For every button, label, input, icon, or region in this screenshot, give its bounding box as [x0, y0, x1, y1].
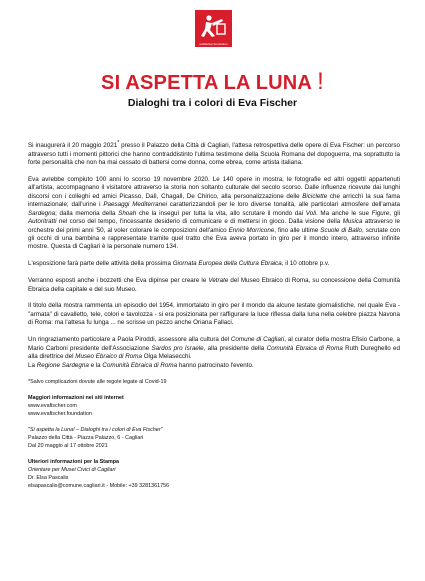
covid-footnote: *Salvo complicazioni dovute alle regole legate al Covid-19 — [28, 379, 167, 386]
event-venue: Palazzo della Città - Piazza Palazzo, 6 - Cagliari — [28, 434, 144, 441]
text: L'esposizione farà parte delle attività della prossima — [28, 260, 173, 268]
event-title: "Si aspetta la Luna! – Dialoghi tra i colori di Eva Fischer" — [28, 426, 163, 433]
press-block — [28, 459, 400, 491]
press-release-body — [28, 139, 400, 491]
italic-text: Figure — [371, 209, 390, 217]
italic-text: Scuole di Ballo — [320, 226, 363, 234]
website-link-com[interactable]: www.evafischer.com — [28, 403, 77, 410]
logo-caption: evafischer.foundation — [199, 42, 228, 46]
text: che la inseguì per tutta la vita, allo scrutare il mondo dai — [136, 209, 306, 217]
press-heading: Ulteriori informazioni per la Stampa — [28, 458, 120, 465]
text: Si inaugurerà il 20 maggio 2021 — [28, 142, 118, 150]
italic-text: Comune di Cagliari — [230, 336, 285, 344]
info-block — [28, 395, 400, 450]
press-organization: Orientare per Musei Civici di Cagliari — [28, 466, 116, 473]
text: . Ma anche le sue — [316, 209, 372, 217]
italic-text: Sardos pro Israele — [151, 344, 204, 352]
page-subtitle: Dialoghi tra i colori di Eva Fischer — [127, 97, 298, 109]
text: , fino alle ultime — [274, 226, 321, 234]
text: nel corso del tempo, l'incessante desiderio di comunicare e di mettersi in gioco. Dalla visione della — [56, 218, 343, 226]
paragraph-jewish-culture-day — [28, 260, 400, 268]
text: del Museo Ebraico di Roma, su concessione della Comunità Ebraica della capitale e del suo Museo. — [28, 277, 400, 293]
paragraph-sketches — [28, 277, 400, 294]
eva-fischer-logo — [195, 10, 232, 47]
text: caratterizzandoli per le loro diverse tonalità, alle particolari atmosfere dell'amata — [166, 201, 400, 209]
text: Olga Melasecchi. — [141, 353, 192, 361]
press-contact-name: Dr. Elsa Pascalis — [28, 474, 69, 481]
italic-text: Giornata Europea della Cultura Ebraica — [172, 260, 282, 268]
text: , il 10 ottobre p.v. — [281, 260, 330, 268]
text: che arricchì la sua fama internazionale; dall'urine i — [28, 192, 400, 209]
text: Un ringraziamento particolare a Paola Piroddi, assessore alla cultura del — [28, 336, 231, 344]
paragraph-title-origin: Il titolo della mostra rammenta un episodio del 1954, immortalato in giro per il mondo da alcune testate giornalistiche, nel quale Eva - "armata" di cavalletto, tele, colori e tavolozza - si era posizionata per raffigurare la luce riflessa dalla luna nella celebre piazza Navona di Roma: ma l'attesa fu lunga ... ne scrisse un pezzo anche Oriana Fallaci. — [28, 302, 400, 327]
italic-text: Comunità Ebraica di Roma — [266, 344, 343, 352]
text: hanno patrocinato l'evento. — [177, 361, 254, 369]
text: La — [28, 361, 37, 369]
page-title — [0, 68, 425, 96]
italic-text: Comunità Ebraica di Roma — [102, 361, 178, 369]
italic-text: Regione Sardegna — [36, 361, 89, 369]
italic-text: Biciclette — [302, 192, 328, 200]
text: , gli — [389, 209, 400, 217]
italic-text: Voli — [305, 209, 316, 217]
text: e la — [88, 361, 103, 369]
text: , alla presidente della — [203, 344, 267, 352]
info-heading: Maggiori informazioni nei siti internet — [28, 395, 124, 402]
text: attraverso le orchestre dei primi anni '50, al voler colorare le composizioni dell'amico — [28, 218, 400, 234]
text: ; dalla memoria della — [55, 209, 119, 217]
title-exclamation: ! — [317, 68, 324, 95]
italic-text: Ennio Morricone — [228, 226, 275, 234]
italic-text: Musica — [342, 218, 363, 226]
paragraph-thanks — [28, 336, 400, 370]
italic-text: Paesaggi Mediterranei — [103, 201, 167, 209]
website-link-foundation[interactable]: www.evafischer.foundation — [28, 411, 92, 418]
text: Ruth Dureghello ed alla direttrice del — [28, 344, 400, 361]
footnote-marker: * — [117, 140, 120, 146]
paragraph-exhibition — [28, 176, 400, 252]
text: Verranno esposti anche i bozzetti che Eva dipinse per creare le — [28, 277, 209, 285]
italic-text: Museo Ebraico di Roma — [75, 353, 142, 361]
text: Eva avrebbe compiuto 100 anni lo scorso 19 novembre 2020. Le 140 opere in mostra, le fotografie ed altri oggetti appartenuti all'artista, accompagnano il visitatore attraverso la storia non soltanto culturale del secolo scorso. Dalle influenze ricevute dai lunghi discorsi con i colleghi ed amici Picasso, Dalì, Chagall, De Chirico, alla personalizzazione delle — [28, 175, 400, 200]
text: presso il Palazzo della Città di Cagliari, l'attesa retrospettiva delle opere di Eva Fischer: un percorso attraverso tutti i momenti pittorici che hanno contraddistinto l'ultima testimone della Scuola Romana del dopoguerra, ma soprattutto la forte personalità che non ha mai cessato di battersi come donna, come ebrea, come artista italiana. — [28, 142, 400, 166]
italic-text: Autoritratti — [28, 218, 57, 226]
text: , al curator della mostra Efisio Carbone, a Mario Carboni presidente dell'Associazione — [28, 336, 401, 352]
italic-text: Shoah — [118, 209, 137, 217]
text: , scrutate con gli occhi di una bambina e rappresentate tramite quel tratto che Eva aveva portato in giro per il mondo intero, attraverso infinite mostre. Questa di Cagliari è la personale numero 134. — [28, 226, 400, 251]
event-dates: Dal 20 maggio al 17 ottobre 2021 — [28, 442, 108, 449]
italic-text: Sardegna — [28, 209, 56, 217]
title-text: SI ASPETTA LA LUNA — [101, 72, 312, 94]
paragraph-intro — [28, 139, 400, 167]
press-contact-details[interactable]: elsapascalis@comune.cagliari.it - Mobile: +39 3281361756 — [28, 482, 170, 489]
italic-text: Vetrate — [208, 277, 229, 285]
